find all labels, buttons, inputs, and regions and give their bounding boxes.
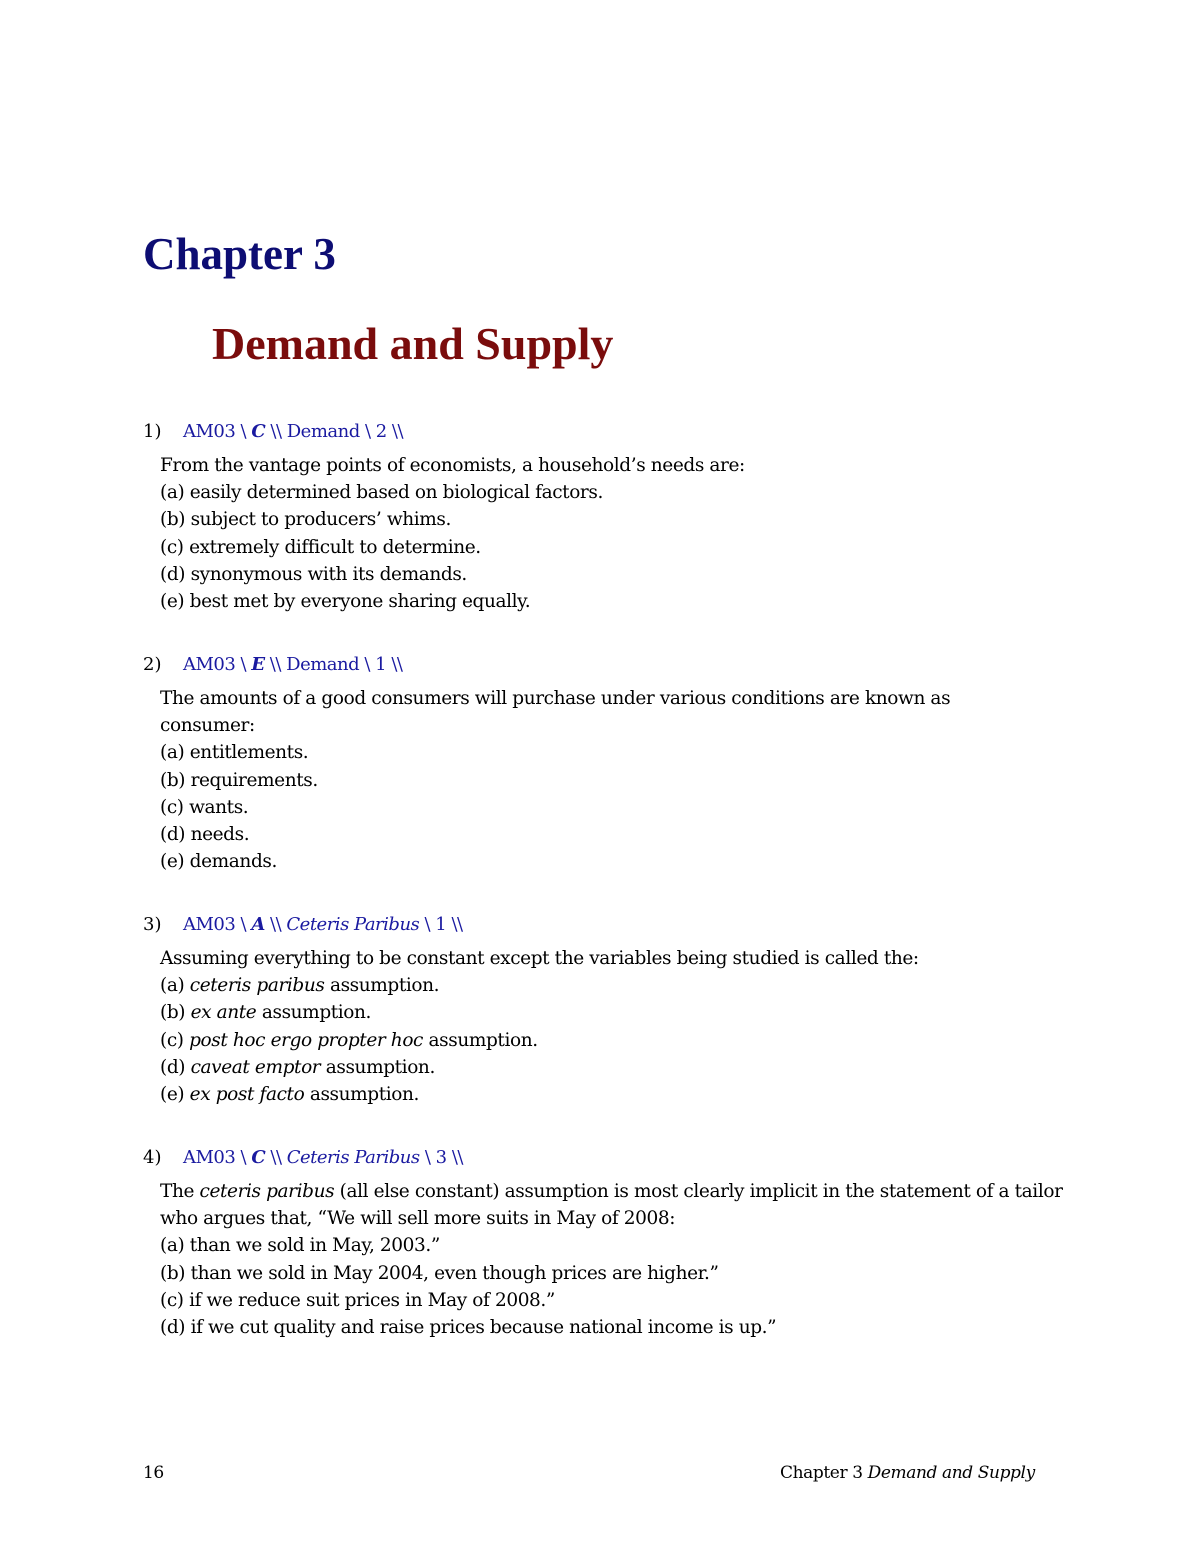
question-3: [143, 911, 1073, 1108]
question-number: 1): [143, 421, 162, 442]
option-d: (d) caveat emptor assumption.: [160, 1056, 435, 1078]
option-list: [160, 972, 1073, 1108]
question-4: [143, 1144, 1073, 1341]
answer-key: C: [251, 421, 266, 442]
option-b: (b) subject to producers’ whims.: [160, 509, 452, 531]
question-metadata: AM03 \ C \\ Demand \ 2 \\: [183, 421, 404, 442]
question-topic: Ceteris Paribus: [286, 914, 420, 935]
option-c: (c) if we reduce suit prices in May of 2008.”: [160, 1289, 555, 1311]
option-a: (a) entitlements.: [160, 742, 309, 764]
option-list: [160, 1232, 1073, 1341]
question-stem: Assuming everything to be constant except the variables being studied is called the:: [160, 948, 919, 969]
option-list: [160, 479, 1073, 615]
option-e: (e) best met by everyone sharing equally.: [160, 591, 531, 613]
question-metadata: AM03 \ E \\ Demand \ 1 \\: [183, 654, 403, 675]
option-b: (b) than we sold in May 2004, even though prices are higher.”: [160, 1262, 719, 1284]
question-stem: The ceteris paribus (all else constant) assumption is most clearly implicit in the statement of a tailor who argues that, “We will sell more suits in May of 2008:: [160, 1181, 1063, 1230]
question-header: [143, 1144, 1073, 1171]
option-a: (a) than we sold in May, 2003.”: [160, 1235, 440, 1257]
question-topic: Demand: [286, 654, 360, 675]
option-e: (e) ex post facto assumption.: [160, 1084, 420, 1106]
option-b: (b) ex ante assumption.: [160, 1002, 372, 1024]
question-topic: Ceteris Paribus: [286, 1147, 420, 1168]
option-a: (a) ceteris paribus assumption.: [160, 975, 440, 997]
option-c: (c) post hoc ergo propter hoc assumption.: [160, 1029, 538, 1051]
running-footer: Chapter 3 Demand and Supply: [780, 1463, 1035, 1483]
question-header: [143, 911, 1073, 938]
question-1: [143, 418, 1073, 615]
answer-key: A: [251, 914, 265, 935]
option-c: (c) extremely difficult to determine.: [160, 536, 481, 558]
question-header: [143, 418, 1073, 445]
option-list: [160, 739, 1073, 875]
question-number: 3): [143, 914, 162, 935]
question-header: [143, 651, 1073, 678]
chapter-subtitle: Demand and Supply: [212, 318, 614, 369]
question-metadata: AM03 \ C \\ Ceteris Paribus \ 3 \\: [183, 1147, 463, 1168]
question-topic: Demand: [286, 421, 360, 442]
question-2: [143, 651, 1073, 875]
answer-key: C: [251, 1147, 266, 1168]
option-d: (d) if we cut quality and raise prices because national income is up.”: [160, 1317, 777, 1339]
option-b: (b) requirements.: [160, 769, 318, 791]
page-number: 16: [143, 1463, 164, 1483]
chapter-title: Chapter 3: [143, 229, 336, 279]
option-a: (a) easily determined based on biological factors.: [160, 482, 603, 504]
option-c: (c) wants.: [160, 796, 249, 818]
option-d: (d) synonymous with its demands.: [160, 563, 467, 585]
option-e: (e) demands.: [160, 851, 277, 873]
question-number: 4): [143, 1147, 162, 1168]
question-number: 2): [143, 654, 162, 675]
question-metadata: AM03 \ A \\ Ceteris Paribus \ 1 \\: [183, 914, 463, 935]
option-d: (d) needs.: [160, 824, 250, 846]
question-stem: The amounts of a good consumers will purchase under various conditions are known as consumer:: [160, 688, 951, 737]
answer-key: E: [251, 654, 265, 675]
question-stem: From the vantage points of economists, a household’s needs are:: [160, 455, 745, 476]
